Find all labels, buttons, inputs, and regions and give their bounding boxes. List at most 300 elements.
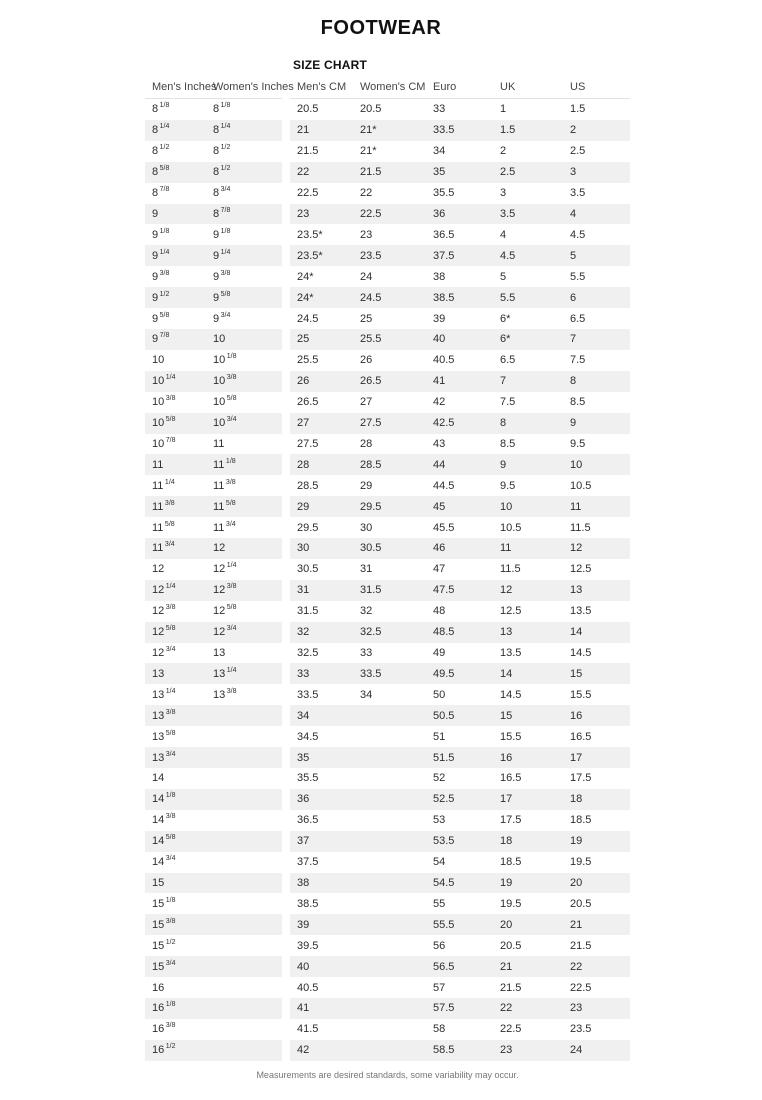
table-row [145,1040,630,1061]
table-cell: 11 [570,500,582,513]
table-cell: 14 [500,667,513,680]
table-cell: 9 1/8 [152,227,170,241]
table-cell: 15 1/2 [152,938,176,952]
table-cell: 9.5 [570,437,586,450]
table-cell: 37.5 [297,856,319,869]
metric-columns-group [290,977,630,998]
table-cell: 9 3/8 [152,269,170,283]
table-cell: 36.5 [433,228,455,241]
table-cell: 12 [570,542,583,555]
table-cell: 13 1/4 [152,687,176,701]
fraction: 3/4 [165,959,176,967]
table-cell: 49 [433,647,446,660]
metric-columns-group [290,580,630,601]
table-cell: 40.5 [297,981,319,994]
table-cell: 33 [297,667,310,680]
inches-columns-group [145,1019,282,1040]
table-cell: 14 3/8 [152,813,176,827]
table-cell [206,768,282,789]
fraction: 1/8 [220,102,231,110]
inches-columns-group [145,852,282,873]
inches-columns-group [145,245,282,266]
inches-columns-group [145,893,282,914]
table-cell: 3.5 [500,207,516,220]
table-cell: 42 [297,1044,310,1057]
metric-columns-group [290,308,630,329]
metric-columns-group [290,622,630,643]
table-row [145,873,630,894]
table-cell [353,810,426,831]
table-cell: 54 [433,856,446,869]
table-cell: 23 [570,1002,583,1015]
fraction: 3/8 [165,917,176,925]
metric-columns-group [290,893,630,914]
table-row [145,789,630,810]
table-cell: 11 3/8 [152,499,175,513]
inches-columns-group [145,977,282,998]
table-cell: 27.5 [360,417,382,430]
table-row [145,245,630,266]
table-cell: 47 [433,563,446,576]
table-cell: 22.5 [297,187,319,200]
table-cell: 15 3/8 [152,917,176,931]
metric-columns-group [290,914,630,935]
fraction: 3/8 [225,478,236,486]
table-cell: 38.5 [297,897,319,910]
table-cell: 1.5 [500,124,516,137]
table-cell: 31.5 [360,584,382,597]
metric-columns-group [290,768,630,789]
table-cell: 58 [433,1023,446,1036]
inches-columns-group [145,496,282,517]
inches-columns-group [145,183,282,204]
table-cell: 2 [570,124,577,137]
table-cell [206,810,282,831]
table-cell: 30 [297,542,310,555]
table-row [145,183,630,204]
table-cell: 6* [500,312,511,325]
table-cell: 11.5 [500,563,521,576]
table-cell: 20.5 [500,939,522,952]
table-row [145,852,630,873]
metric-columns-group [290,224,630,245]
table-cell: 8 7/8 [213,206,231,220]
table-cell: 10 3/8 [213,374,237,388]
table-cell: 55.5 [433,918,455,931]
metric-columns-group [290,538,630,559]
fraction: 3/4 [165,855,176,863]
inches-columns-group [145,726,282,747]
metric-columns-group [290,517,630,538]
header-inches-group [145,79,294,99]
fraction: 7/8 [159,186,170,194]
metric-columns-group [290,831,630,852]
table-cell: 13 3/8 [213,687,237,701]
table-cell: 19 [570,835,583,848]
inches-columns-group [145,371,282,392]
inches-columns-group [145,266,282,287]
inches-columns-group [145,705,282,726]
table-cell: 16.5 [570,730,592,743]
table-cell: 15 1/8 [152,896,176,910]
fraction: 3/8 [220,269,231,277]
fraction: 3/4 [165,750,176,758]
fraction: 3/4 [226,416,237,424]
table-cell [353,747,426,768]
fraction: 5/8 [226,604,237,612]
table-cell: 21* [360,124,377,137]
table-cell: 56.5 [433,960,455,973]
table-cell: 10 [152,354,165,367]
table-cell: 11 [213,437,225,450]
table-cell: 7 [570,333,577,346]
metric-columns-group [290,810,630,831]
column-header: Men's Inches [152,81,217,93]
table-cell: 13 [152,667,165,680]
table-cell: 4.5 [570,228,586,241]
table-cell: 29.5 [360,500,382,513]
metric-columns-group [290,643,630,664]
table-cell: 5 [570,249,577,262]
table-cell: 54.5 [433,876,455,889]
table-cell: 9 1/4 [152,248,170,262]
table-cell [353,768,426,789]
table-cell [206,789,282,810]
metric-columns-group [290,663,630,684]
metric-columns-group [290,705,630,726]
table-cell: 11 [152,458,164,471]
table-cell: 20.5 [360,103,382,116]
fraction: 7/8 [159,332,170,340]
table-cell: 41 [297,1002,310,1015]
table-cell: 38 [433,270,446,283]
table-cell: 12 5/8 [152,625,176,639]
table-cell: 8 1/2 [213,165,231,179]
metric-columns-group [290,329,630,350]
table-cell: 1 [500,103,507,116]
table-cell: 13 [570,584,583,597]
table-cell: 52.5 [433,793,455,806]
fraction: 3/8 [165,1022,176,1030]
table-cell: 30.5 [360,542,382,555]
table-cell: 50.5 [433,709,455,722]
table-cell: 4 [570,207,577,220]
fraction: 5/8 [165,625,176,633]
header-metric-group [290,79,630,99]
table-cell [353,956,426,977]
table-cell: 18 [500,835,513,848]
inches-columns-group [145,789,282,810]
fraction: 3/4 [220,186,231,194]
fraction: 1/8 [226,353,237,361]
table-cell: 7 [500,375,507,388]
table-cell: 13 5/8 [152,729,176,743]
table-cell: 21.5 [297,145,319,158]
table-cell: 31.5 [297,605,319,618]
table-cell: 26 [360,354,373,367]
table-row [145,601,630,622]
table-cell: 21* [360,145,377,158]
table-cell: 30.5 [297,563,319,576]
table-cell: 3 [500,187,507,200]
table-cell [353,914,426,935]
metric-columns-group [290,183,630,204]
table-cell: 5.5 [500,291,516,304]
table-cell: 53.5 [433,835,455,848]
table-cell: 9 5/8 [152,311,170,325]
table-row [145,684,630,705]
table-cell: 19.5 [500,897,522,910]
table-cell [353,935,426,956]
table-cell: 9 [570,417,577,430]
inches-columns-group [145,454,282,475]
table-cell: 55 [433,897,446,910]
table-cell: 12 3/4 [152,646,176,660]
fraction: 3/4 [226,625,237,633]
table-cell: 48.5 [433,626,455,639]
inches-columns-group [145,768,282,789]
inches-columns-group [145,329,282,350]
table-cell: 11 3/4 [213,520,236,534]
table-cell: 24 [360,270,373,283]
table-row [145,266,630,287]
table-cell: 43 [433,437,446,450]
metric-columns-group [290,413,630,434]
table-cell: 14 1/8 [152,792,176,806]
table-cell: 41 [433,375,446,388]
table-row [145,350,630,371]
table-cell: 39 [433,312,446,325]
table-cell: 32.5 [297,647,319,660]
table-cell: 13.5 [570,605,592,618]
table-cell: 30 [360,521,373,534]
fraction: 1/8 [220,227,231,235]
table-row [145,99,630,120]
table-cell: 35.5 [433,187,455,200]
metric-columns-group [290,956,630,977]
table-cell: 39.5 [297,939,319,952]
metric-columns-group [290,1019,630,1040]
inches-columns-group [145,434,282,455]
table-cell: 16 3/8 [152,1022,176,1036]
table-cell: 2.5 [500,166,516,179]
table-cell: 47.5 [433,584,455,597]
table-row [145,977,630,998]
metric-columns-group [290,287,630,308]
table-header-row [145,79,630,99]
table-cell: 8 1/4 [213,123,231,137]
table-row [145,956,630,977]
table-cell: 27 [297,417,310,430]
metric-columns-group [290,1040,630,1061]
table-cell: 34 [297,709,310,722]
table-cell: 2.5 [570,145,586,158]
table-cell: 12 1/4 [152,583,176,597]
metric-columns-group [290,454,630,475]
table-cell: 23.5 [360,249,382,262]
table-cell: 14 [570,626,583,639]
table-cell: 24 [570,1044,583,1057]
metric-columns-group [290,392,630,413]
table-cell: 9 1/2 [152,290,170,304]
table-cell: 9 [500,458,507,471]
table-cell [206,998,282,1019]
table-row [145,308,630,329]
fraction: 3/8 [165,604,176,612]
table-cell: 10 5/8 [213,395,237,409]
table-cell: 13 3/8 [152,708,176,722]
table-cell: 11 1/4 [152,478,175,492]
fraction: 5/8 [226,395,237,403]
fraction: 1/4 [220,123,231,131]
table-cell [353,705,426,726]
table-cell [353,893,426,914]
column-header: UK [500,81,516,93]
table-row [145,1019,630,1040]
table-cell: 23.5* [297,228,323,241]
table-cell: 21.5 [500,981,522,994]
table-cell: 28 [297,458,310,471]
table-cell: 8 1/4 [152,123,170,137]
table-cell: 21 [500,960,513,973]
table-cell: 4 [500,228,507,241]
table-cell: 32.5 [360,626,382,639]
table-row [145,496,630,517]
inches-columns-group [145,622,282,643]
table-cell: 9 1/4 [213,248,231,262]
table-cell: 14.5 [500,688,522,701]
fraction: 1/2 [220,144,231,152]
metric-columns-group [290,99,630,120]
metric-columns-group [290,350,630,371]
inches-columns-group [145,308,282,329]
table-row [145,559,630,580]
table-cell: 35.5 [297,772,319,785]
column-header: Euro [433,81,457,93]
inches-columns-group [145,204,282,225]
table-row [145,643,630,664]
table-cell: 12 [213,542,226,555]
fraction: 1/2 [220,165,231,173]
table-cell [206,705,282,726]
table-cell: 22 [570,960,583,973]
table-cell: 8.5 [500,437,516,450]
table-cell [206,914,282,935]
table-cell: 15.5 [500,730,522,743]
table-cell: 33 [433,103,446,116]
inches-columns-group [145,810,282,831]
table-cell: 15.5 [570,688,592,701]
table-cell: 5.5 [570,270,586,283]
table-cell: 16 [500,751,513,764]
table-cell [206,873,282,894]
table-cell [353,1019,426,1040]
table-cell: 12 [152,563,165,576]
table-cell: 11 1/8 [213,457,236,471]
inches-columns-group [145,120,282,141]
table-cell: 8.5 [570,396,586,409]
table-cell: 23 [500,1044,513,1057]
table-cell: 9 1/8 [213,227,231,241]
table-cell: 37 [297,835,310,848]
table-row [145,747,630,768]
table-cell: 21.5 [570,939,592,952]
table-cell: 33 [360,647,373,660]
table-cell: 15 [500,709,513,722]
metric-columns-group [290,245,630,266]
table-cell: 24.5 [297,312,319,325]
table-cell: 34 [360,688,373,701]
table-cell: 29 [360,479,373,492]
table-cell: 23 [297,207,310,220]
inches-columns-group [145,392,282,413]
table-cell: 13 3/4 [152,750,176,764]
table-cell: 10 5/8 [152,416,176,430]
table-cell: 44 [433,458,446,471]
table-cell: 27.5 [297,437,319,450]
fraction: 5/8 [159,165,170,173]
table-cell: 34.5 [297,730,319,743]
table-cell: 6* [500,333,511,346]
table-cell: 27 [360,396,373,409]
metric-columns-group [290,852,630,873]
table-cell: 28.5 [360,458,382,471]
table-cell: 8 5/8 [152,165,170,179]
table-cell [353,977,426,998]
table-cell: 17 [570,751,583,764]
table-cell: 57 [433,981,446,994]
table-cell: 8 [500,417,507,430]
table-cell: 10 3/8 [152,395,176,409]
fraction: 5/8 [165,729,176,737]
fraction: 3/8 [226,687,237,695]
table-cell: 16 [570,709,583,722]
table-cell: 19.5 [570,856,592,869]
metric-columns-group [290,371,630,392]
table-row [145,914,630,935]
table-row [145,120,630,141]
table-cell: 14 5/8 [152,834,176,848]
table-cell: 56 [433,939,446,952]
table-cell: 3 [570,166,577,179]
table-cell: 10 1/4 [152,374,176,388]
fraction: 5/8 [159,311,170,319]
table-row [145,663,630,684]
fraction: 3/4 [165,646,176,654]
table-cell: 42.5 [433,417,455,430]
table-cell: 31 [297,584,310,597]
table-cell [206,831,282,852]
table-cell: 9 3/4 [213,311,231,325]
table-cell: 50 [433,688,446,701]
inches-columns-group [145,517,282,538]
table-cell: 10.5 [500,521,522,534]
column-header: Women's CM [360,81,426,93]
fraction: 3/8 [165,708,176,716]
metric-columns-group [290,496,630,517]
table-row [145,224,630,245]
table-row [145,204,630,225]
table-cell: 15 3/4 [152,959,176,973]
table-cell: 36 [297,793,310,806]
inches-columns-group [145,684,282,705]
table-cell [206,1019,282,1040]
table-cell: 20 [570,876,583,889]
inches-columns-group [145,475,282,496]
table-cell: 15 [570,667,583,680]
fraction: 3/4 [220,311,231,319]
table-cell: 20 [500,918,513,931]
